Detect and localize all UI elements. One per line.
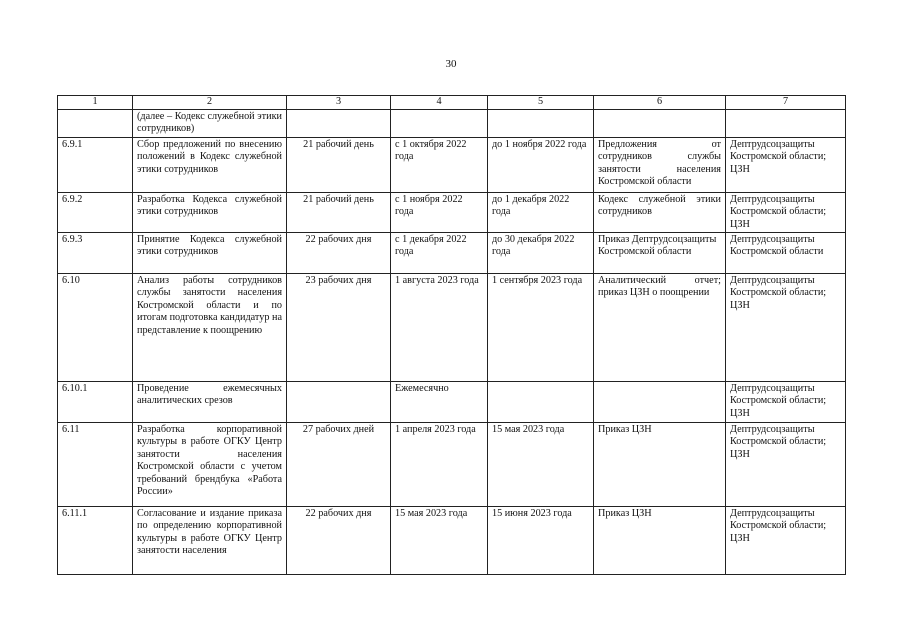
- plan-table: [57, 95, 846, 575]
- item-number: 6.9.2: [58, 192, 133, 232]
- end-date-cell: 1 сентября 2023 года: [488, 273, 594, 381]
- end-date-cell: 15 мая 2023 года: [488, 422, 594, 506]
- start-date-cell: Ежемесячно: [391, 381, 488, 422]
- start-date-cell: 1 апреля 2023 года: [391, 422, 488, 506]
- responsible-cell: [726, 109, 846, 137]
- duration-cell: 27 рабочих дней: [287, 422, 391, 506]
- responsible-cell: Дептрудсоцзащиты Костромской области; ЦЗН: [726, 506, 846, 574]
- task-cell: (далее – Кодекс служебной этики сотрудников): [133, 109, 287, 137]
- result-cell: Приказ ЦЗН: [594, 422, 726, 506]
- start-date-cell: 15 мая 2023 года: [391, 506, 488, 574]
- end-date-cell: до 30 декабря 2022 года: [488, 232, 594, 273]
- column-header: 5: [488, 96, 594, 110]
- column-header: 2: [133, 96, 287, 110]
- column-header: 3: [287, 96, 391, 110]
- column-header: 6: [594, 96, 726, 110]
- result-cell: Приказ ЦЗН: [594, 506, 726, 574]
- item-number: 6.10.1: [58, 381, 133, 422]
- duration-cell: 21 рабочий день: [287, 137, 391, 192]
- result-cell: [594, 109, 726, 137]
- column-header: 4: [391, 96, 488, 110]
- responsible-cell: Дептрудсоцзащиты Костромской области; ЦЗН: [726, 422, 846, 506]
- responsible-cell: Дептрудсоцзащиты Костромской области; ЦЗН: [726, 381, 846, 422]
- task-cell: Разработка корпоративной культуры в работе ОГКУ Центр занятости населения Костромской области с учетом требований брендбука «Работа России»: [133, 422, 287, 506]
- table-row: [58, 506, 846, 574]
- responsible-cell: Дептрудсоцзащиты Костромской области; ЦЗН: [726, 192, 846, 232]
- task-cell: Проведение ежемесячных аналитических срезов: [133, 381, 287, 422]
- column-header: 1: [58, 96, 133, 110]
- result-cell: [594, 381, 726, 422]
- table-row: [58, 381, 846, 422]
- end-date-cell: до 1 ноября 2022 года: [488, 137, 594, 192]
- duration-cell: 22 рабочих дня: [287, 232, 391, 273]
- task-cell: Разработка Кодекса служебной этики сотрудников: [133, 192, 287, 232]
- column-header: 7: [726, 96, 846, 110]
- duration-cell: [287, 109, 391, 137]
- table-row: [58, 137, 846, 192]
- item-number: 6.9.1: [58, 137, 133, 192]
- table-row: [58, 232, 846, 273]
- table-header-row: [58, 96, 846, 110]
- task-cell: Согласование и издание приказа по определению корпоративной культуры в работе ОГКУ Центр занятости населения: [133, 506, 287, 574]
- table-row: [58, 273, 846, 381]
- duration-cell: 22 рабочих дня: [287, 506, 391, 574]
- start-date-cell: с 1 ноября 2022 года: [391, 192, 488, 232]
- start-date-cell: 1 августа 2023 года: [391, 273, 488, 381]
- result-cell: Аналитический отчет; приказ ЦЗН о поощрении: [594, 273, 726, 381]
- end-date-cell: [488, 381, 594, 422]
- item-number: [58, 109, 133, 137]
- table-row: [58, 422, 846, 506]
- end-date-cell: 15 июня 2023 года: [488, 506, 594, 574]
- task-cell: Анализ работы сотрудников службы занятости населения Костромской области и по итогам подготовка кандидатур на представление к поощрению: [133, 273, 287, 381]
- result-cell: Кодекс служебной этики сотрудников: [594, 192, 726, 232]
- task-cell: Сбор предложений по внесению положений в Кодекс служебной этики сотрудников: [133, 137, 287, 192]
- task-cell: Принятие Кодекса служебной этики сотрудников: [133, 232, 287, 273]
- start-date-cell: с 1 октября 2022 года: [391, 137, 488, 192]
- duration-cell: 21 рабочий день: [287, 192, 391, 232]
- item-number: 6.10: [58, 273, 133, 381]
- duration-cell: 23 рабочих дня: [287, 273, 391, 381]
- table-row: [58, 192, 846, 232]
- responsible-cell: Дептрудсоцзащиты Костромской области; ЦЗН: [726, 137, 846, 192]
- page-number: 30: [445, 58, 457, 70]
- item-number: 6.11: [58, 422, 133, 506]
- responsible-cell: Дептрудсоцзащиты Костромской области: [726, 232, 846, 273]
- end-date-cell: [488, 109, 594, 137]
- responsible-cell: Дептрудсоцзащиты Костромской области; ЦЗН: [726, 273, 846, 381]
- result-cell: Предложения от сотрудников службы занятости населения Костромской области: [594, 137, 726, 192]
- item-number: 6.9.3: [58, 232, 133, 273]
- duration-cell: [287, 381, 391, 422]
- end-date-cell: до 1 декабря 2022 года: [488, 192, 594, 232]
- start-date-cell: с 1 декабря 2022 года: [391, 232, 488, 273]
- item-number: 6.11.1: [58, 506, 133, 574]
- result-cell: Приказ Дептрудсоцзащиты Костромской области: [594, 232, 726, 273]
- start-date-cell: [391, 109, 488, 137]
- table-row: [58, 109, 846, 137]
